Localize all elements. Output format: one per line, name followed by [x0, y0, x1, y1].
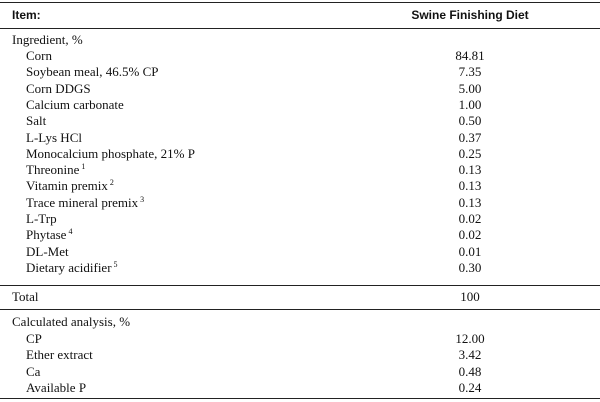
row-label	[26, 113, 48, 129]
total-rule-bottom	[0, 309, 600, 310]
row-value: 0.13	[458, 162, 482, 178]
table-row	[0, 331, 600, 347]
row-name: CP	[26, 331, 42, 346]
row-label	[26, 260, 118, 276]
row-label	[26, 162, 85, 178]
header-rule	[0, 28, 600, 29]
table-row	[0, 64, 600, 80]
row-value: 1.00	[458, 96, 482, 112]
row-label	[26, 64, 161, 80]
row-value: 0.24	[458, 379, 482, 395]
row-label	[26, 97, 126, 113]
row-value: 0.48	[458, 363, 482, 379]
row-value: 0.25	[458, 145, 482, 161]
table-header	[0, 7, 600, 23]
total-label: Total	[12, 289, 39, 304]
table-row	[0, 130, 600, 146]
row-name: Phytase	[26, 227, 67, 243]
table-row	[0, 81, 600, 97]
row-footnote-marker: 4	[68, 227, 73, 237]
row-name: Monocalcium phosphate, 21% P	[26, 145, 195, 161]
row-name: Dietary acidifier	[26, 259, 112, 275]
row-label	[26, 347, 95, 363]
row-label	[26, 364, 42, 380]
table-row	[0, 244, 600, 260]
row-name: Trace mineral premix	[26, 194, 139, 210]
row-name: Ether extract	[26, 347, 93, 363]
row-value: 0.50	[458, 113, 482, 129]
row-label	[26, 81, 93, 97]
row-value: 0.30	[458, 259, 482, 275]
row-footnote-marker: 3	[140, 194, 145, 204]
row-value: 84.81	[455, 48, 485, 63]
top-rule	[0, 2, 600, 3]
row-label	[26, 48, 54, 64]
header-diet-label: Swine Finishing Diet	[411, 8, 529, 22]
header-item-label: Item:	[12, 8, 41, 22]
total-value: 100	[460, 289, 480, 304]
row-label	[26, 380, 88, 396]
row-name: L-Trp	[26, 211, 57, 226]
row-label	[26, 146, 197, 162]
row-footnote-marker: 5	[113, 259, 118, 269]
ingredient-title: Ingredient, %	[12, 32, 83, 47]
table-row	[0, 380, 600, 396]
row-name: Soybean meal, 46.5% CP	[26, 64, 159, 80]
table-row	[0, 227, 600, 243]
row-name: Vitamin premix	[26, 178, 108, 194]
row-name: Salt	[26, 113, 47, 129]
bottom-rule	[0, 398, 600, 399]
table-row	[0, 162, 600, 178]
row-value: 0.02	[458, 227, 482, 243]
table-row	[0, 48, 600, 64]
row-value: 3.42	[458, 347, 482, 363]
table-row	[0, 178, 600, 194]
row-name: L-Lys HCl	[26, 129, 82, 145]
total-rule-top	[0, 285, 600, 286]
row-label	[26, 331, 44, 347]
row-value: 0.37	[458, 129, 482, 145]
row-value: 5.00	[458, 80, 482, 96]
row-label	[26, 130, 84, 146]
row-label	[26, 227, 72, 243]
row-label	[26, 195, 144, 211]
row-name: Corn DDGS	[26, 80, 91, 96]
ingredient-section-title	[0, 32, 600, 48]
row-value: 0.13	[458, 178, 482, 194]
row-name: Threonine	[26, 162, 80, 178]
row-value: 7.35	[458, 64, 482, 80]
table-row	[0, 347, 600, 363]
row-name: Available P	[26, 379, 87, 395]
table-row	[0, 211, 600, 227]
row-value: 0.01	[458, 243, 482, 259]
row-label	[26, 211, 59, 227]
row-footnote-marker: 2	[109, 178, 114, 188]
table-row	[0, 260, 600, 276]
row-value: 0.13	[458, 194, 482, 210]
table-row	[0, 364, 600, 380]
row-value: 12.00	[455, 331, 485, 346]
total-row	[0, 289, 600, 305]
row-label	[26, 244, 71, 260]
row-name: Corn	[26, 48, 52, 63]
row-name: Ca	[26, 363, 41, 379]
row-footnote-marker: 1	[81, 162, 86, 172]
analysis-section-title	[0, 314, 600, 330]
row-label	[26, 178, 114, 194]
table-row	[0, 113, 600, 129]
table-row	[0, 195, 600, 211]
table-row	[0, 97, 600, 113]
row-name: Calcium carbonate	[26, 96, 124, 112]
row-name: DL-Met	[26, 243, 69, 259]
row-value: 0.02	[458, 211, 482, 226]
table-row	[0, 146, 600, 162]
analysis-title: Calculated analysis, %	[12, 314, 131, 329]
